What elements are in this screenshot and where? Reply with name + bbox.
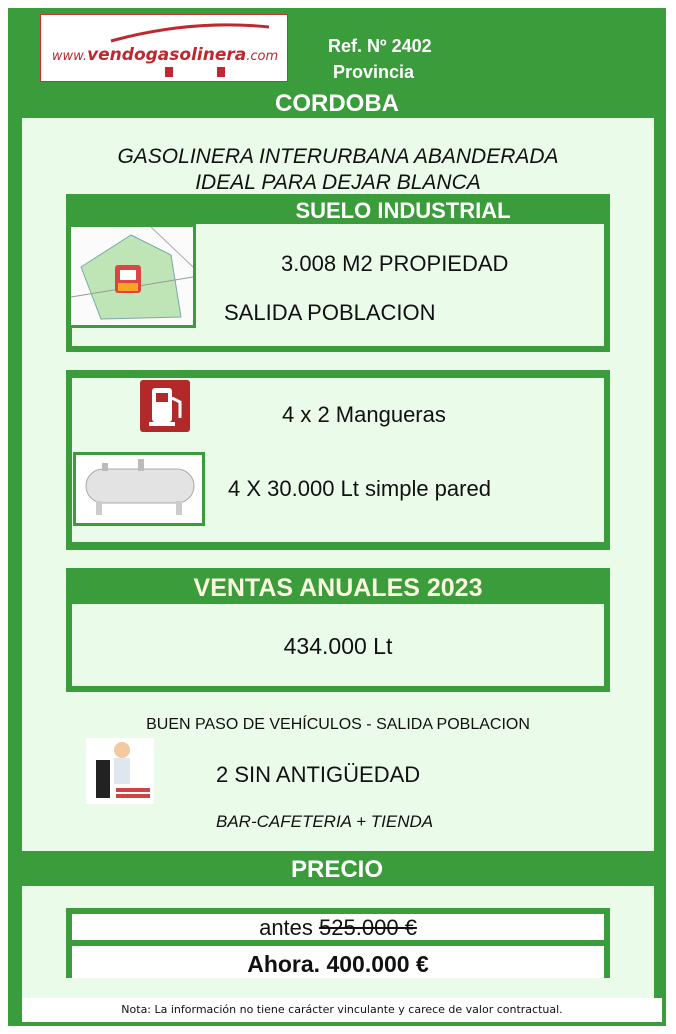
fuel-tank-icon	[73, 452, 205, 526]
price-before	[72, 915, 604, 941]
disclaimer-note: Nota: La información no tiene carácter vinculante y carece de valor contractual.	[121, 1003, 563, 1016]
price-title: PRECIO	[290, 856, 383, 883]
intro-line-1: GASOLINERA INTERURBANA ABANDERADA	[117, 145, 559, 168]
site-plan-graphic	[71, 227, 193, 325]
land-title: SUELO INDUSTRIAL	[295, 198, 511, 223]
traffic-note: BUEN PASO DE VEHÍCULOS - SALIDA POBLACION	[146, 716, 530, 733]
price-before-label: antes	[259, 915, 313, 940]
disclaimer-band	[22, 998, 662, 1022]
logo	[40, 14, 288, 82]
intro-line-2: IDEAL PARA DEJAR BLANCA	[195, 171, 481, 194]
sales-value: 434.000 Lt	[283, 633, 393, 659]
age-note: 2 SIN ANTIGÜEDAD	[216, 762, 421, 787]
reference-number: Ref. Nº 2402	[328, 36, 432, 56]
sales-title: VENTAS ANUALES 2023	[193, 574, 483, 602]
fuel-dispenser-icon	[140, 380, 190, 432]
land-area: 3.008 M2 PROPIEDAD	[281, 251, 509, 276]
price-now: Ahora. 400.000 €	[247, 951, 429, 977]
land-location: SALIDA POBLACION	[224, 300, 436, 325]
logo-text: www.vendogasolinera.com	[51, 45, 279, 65]
attendant-icon	[86, 738, 154, 804]
tanks-capacity: 4 X 30.000 Lt simple pared	[228, 476, 491, 501]
city-title: CORDOBA	[275, 90, 399, 117]
services-note: BAR-CAFETERIA + TIENDA	[216, 812, 434, 831]
province-label: Provincia	[333, 62, 415, 82]
site-plan-image	[68, 224, 196, 328]
hoses-count: 4 x 2 Mangueras	[282, 402, 446, 427]
price-before-value: 525.000 €	[319, 915, 417, 940]
